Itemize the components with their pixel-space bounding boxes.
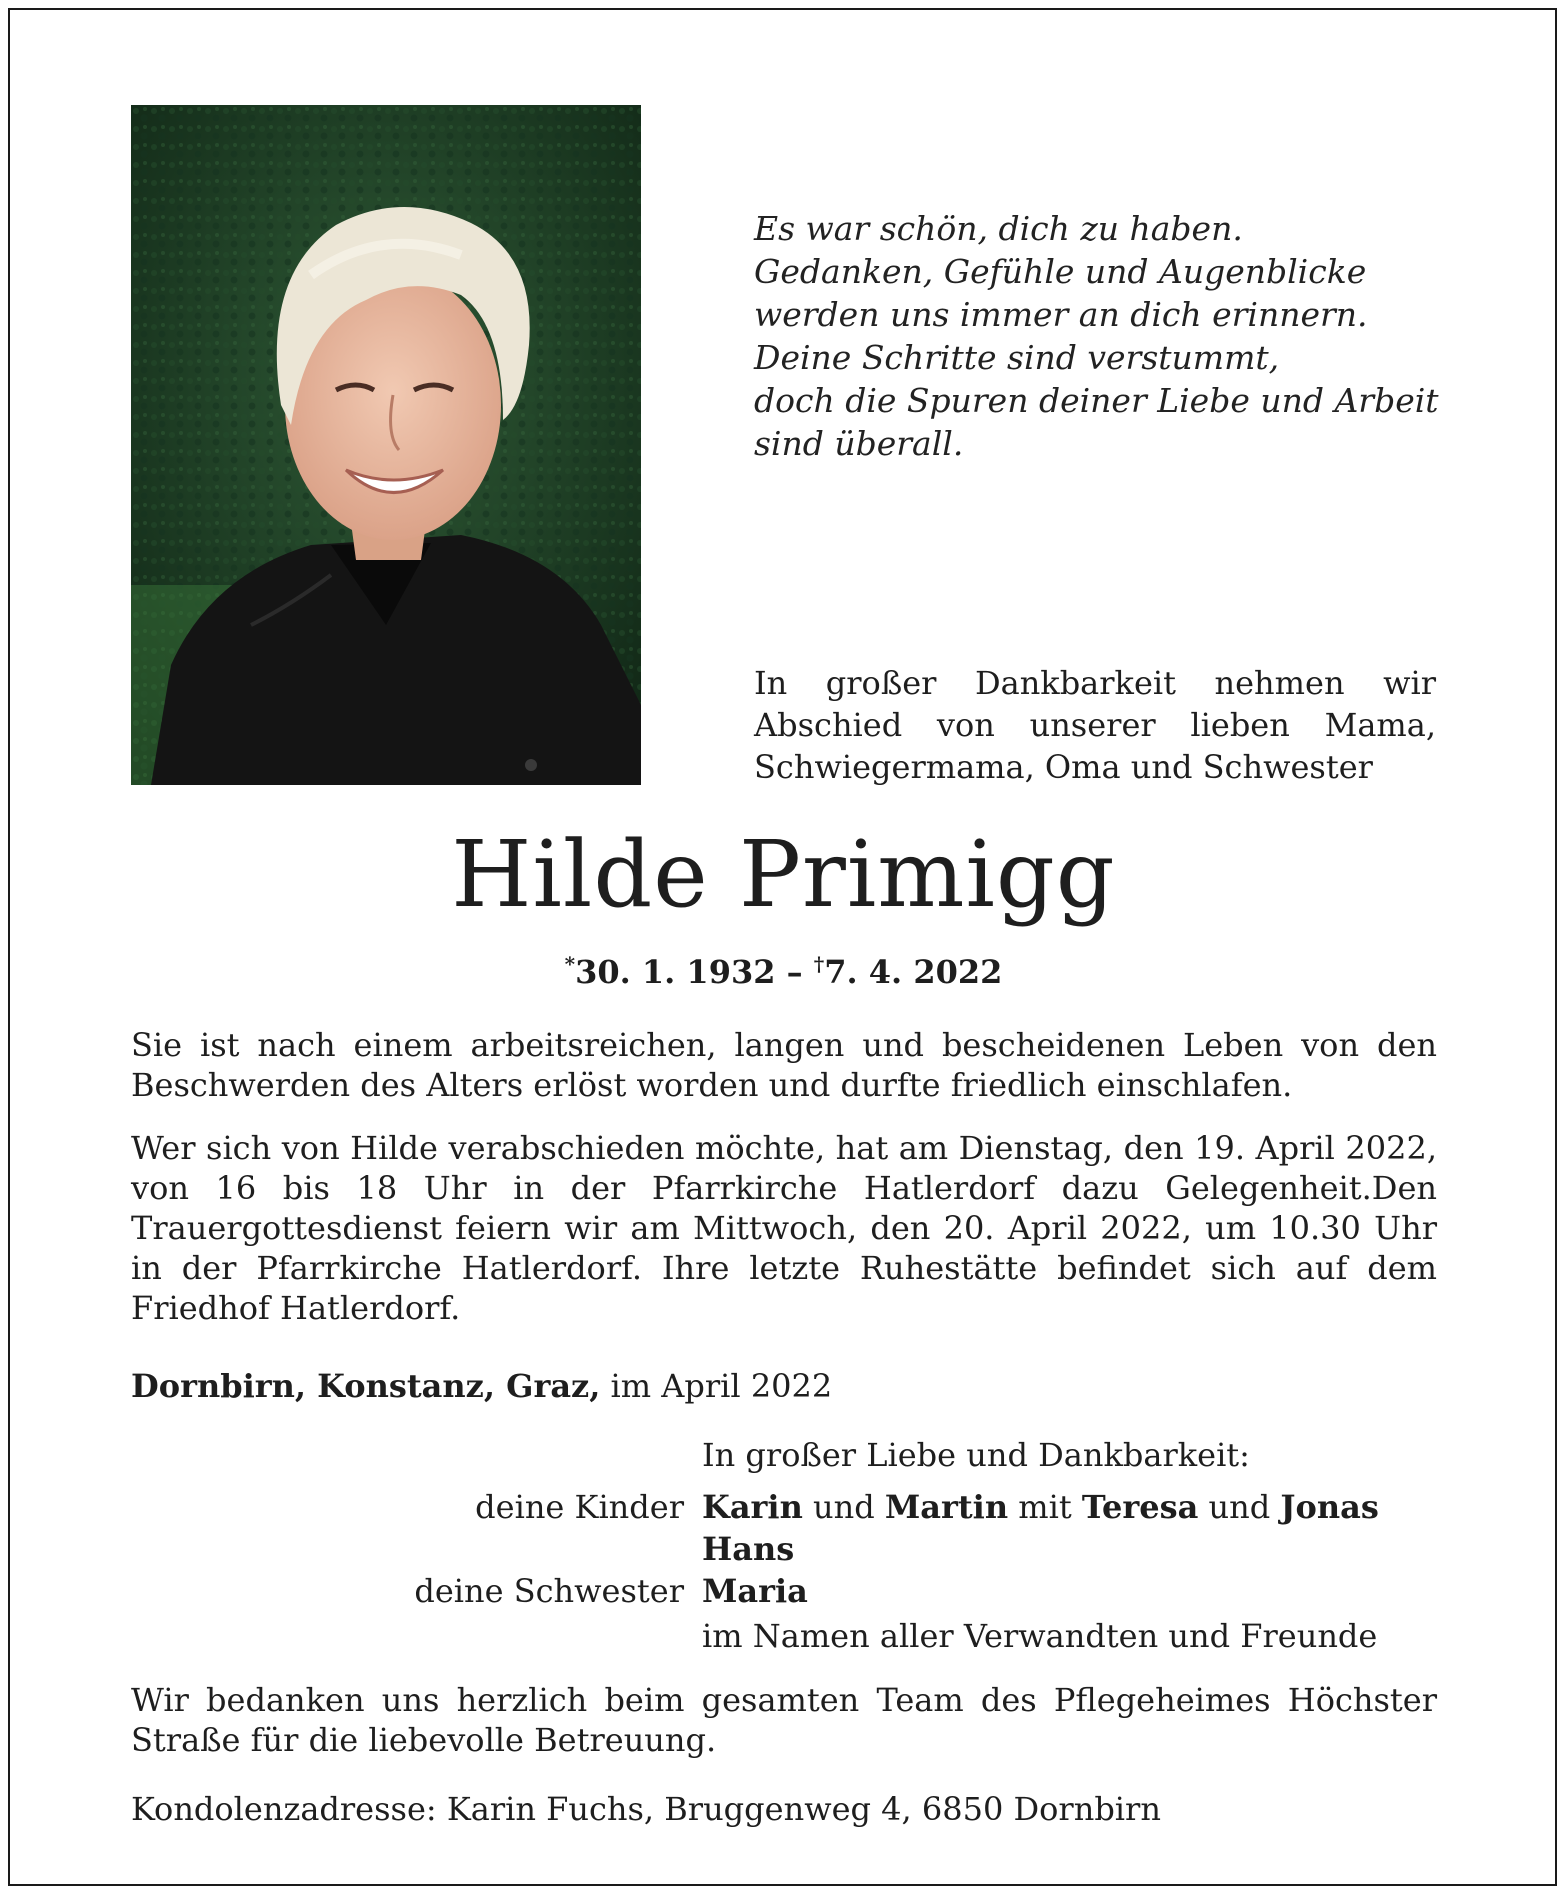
- grandchild-line: [702, 1528, 794, 1570]
- death-date: 7. 4. 2022: [824, 953, 1003, 991]
- poem-line: Deine Schritte sind verstummt,: [754, 338, 1280, 377]
- intro-line: In großer Dankbarkeit nehmen wir: [754, 664, 1436, 702]
- sister-label: deine Schwester: [414, 1572, 684, 1610]
- grandchild-name: Jonas: [1280, 1488, 1379, 1526]
- poem-line: sind überall.: [754, 424, 964, 463]
- condolence-address: Kondolenzadresse: Karin Fuchs, Bruggenweg 4, 6850 Dornbirn: [131, 1790, 1161, 1828]
- place-cities: Dornbirn, Konstanz, Graz,: [131, 1367, 601, 1405]
- farewell-intro: [754, 662, 1436, 788]
- paragraph-thanks: Wir bedanken uns herzlich beim gesamten Team des Pflegeheimes Höchster Straße für die liebevolle Betreuung.: [131, 1681, 1437, 1759]
- death-symbol: †: [813, 952, 825, 976]
- intro-line: Schwiegermama, Oma und Schwester: [754, 748, 1373, 786]
- poem-line: Gedanken, Gefühle und Augenblicke: [754, 252, 1367, 291]
- grandchild-name: Teresa: [1081, 1488, 1199, 1526]
- deceased-name: Hilde Primigg: [451, 821, 1116, 928]
- intro-line: Abschied von unserer lieben Mama,: [754, 706, 1436, 744]
- poem-line: doch die Spuren deiner Liebe und Arbeit: [754, 381, 1439, 420]
- conjunction: und: [1198, 1488, 1281, 1526]
- life-dates: [0, 952, 1567, 991]
- signature-closing: im Namen aller Verwandten und Freunde: [702, 1617, 1378, 1655]
- date-separator: –: [775, 953, 814, 991]
- sister-name: Maria: [702, 1572, 808, 1610]
- birth-symbol: *: [564, 952, 576, 976]
- children-label: deine Kinder: [475, 1488, 684, 1526]
- child-name: Martin: [884, 1488, 1009, 1526]
- sister-line: [702, 1570, 808, 1612]
- poem-line: werden uns immer an dich erinnern.: [754, 295, 1368, 334]
- signature-heading: In großer Liebe und Dankbarkeit:: [702, 1436, 1250, 1474]
- poem-line: Es war schön, dich zu haben.: [754, 209, 1243, 248]
- conjunction: mit: [1008, 1488, 1082, 1526]
- notice-date: im April 2022: [600, 1367, 833, 1405]
- place-date: [131, 1366, 832, 1406]
- paragraph-service: Wer sich von Hilde verabschieden möchte, hat am Dienstag, den 19. April 2022, von 16 bis 18 Uhr in der Pfarrkirche Hatlerdorf dazu Gelegenheit.Den Trauergottesdienst feiern wir am Mittwoch, den 20. April 2022, um 10.30 Uhr in der Pfarrkirche Hatlerdorf. Ihre letzte Ruhestätte befindet sich auf dem Friedhof Hatlerdorf.: [131, 1129, 1437, 1327]
- children-names: [702, 1486, 1379, 1528]
- paragraph-passing: Sie ist nach einem arbeitsreichen, langen und bescheidenen Leben von den Beschwerden des Alters erlöst worden und durfte friedlich einschlafen.: [131, 1026, 1437, 1104]
- child-name: Karin: [702, 1488, 803, 1526]
- birth-date: 30. 1. 1932: [575, 953, 776, 991]
- grandchild-name: Hans: [702, 1530, 795, 1568]
- memorial-poem: [754, 207, 1454, 465]
- conjunction: und: [802, 1488, 885, 1526]
- portrait-photo: [131, 105, 641, 785]
